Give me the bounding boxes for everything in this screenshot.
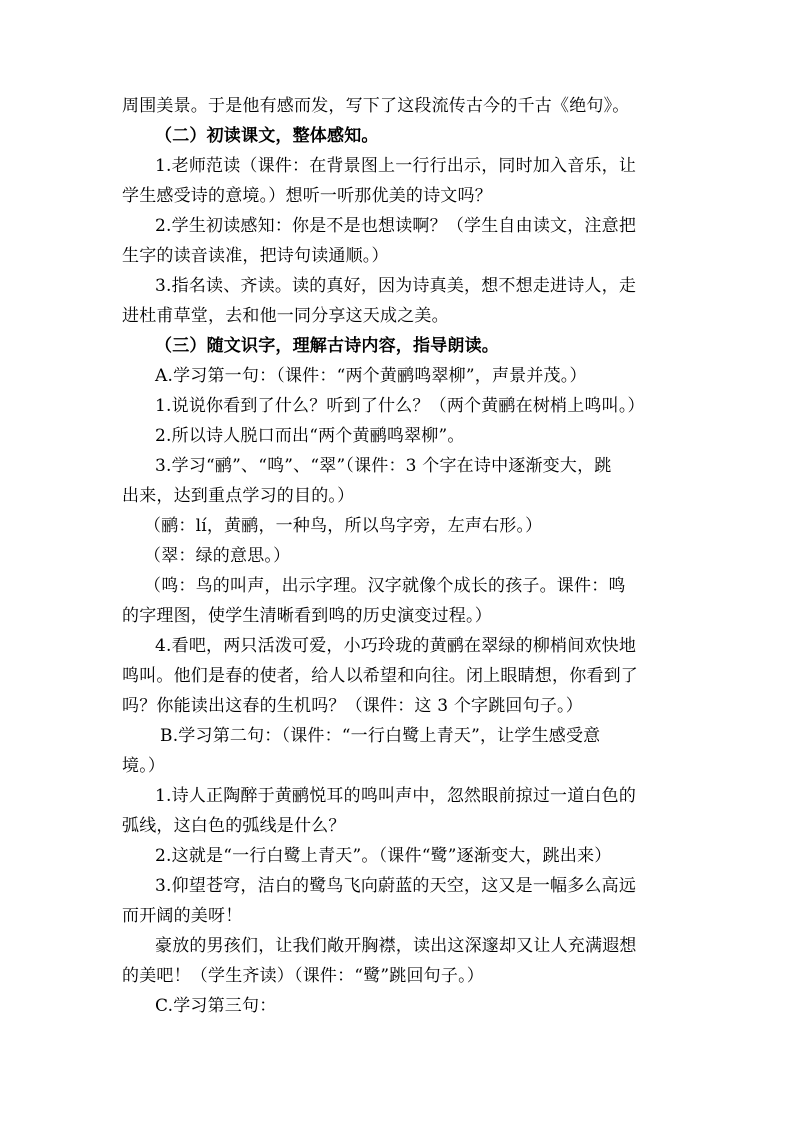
text-line: C.学习第三句： <box>155 996 277 1016</box>
text-line: 1.说说你看到了什么？听到了什么？（两个黄鹂在树梢上鸣叫。） <box>155 396 645 416</box>
text-line: 3.学习“鹂”、“鸣”、“翠”（课件：3 个字在诗中逐渐变大，跳 <box>155 456 612 476</box>
text-line: 吗？你能读出这春的生机吗？（课件：这 3 个字跳回句子。） <box>122 696 583 716</box>
text-line: 1.诗人正陶醉于黄鹂悦耳的鸣叫声中，忽然眼前掠过一道白色的 <box>155 786 637 806</box>
text-line: 鸣叫。他们是春的使者，给人以希望和向往。闭上眼睛想，你看到了 <box>122 666 638 686</box>
document-page <box>122 96 682 1026</box>
text-line: 而开阔的美呀！ <box>122 906 243 926</box>
text-line: 3.指名读、齐读。读的真好，因为诗真美，想不想走进诗人，走 <box>155 276 637 296</box>
text-line: 2.学生初读感知：你是不是也想读啊？（学生自由读文，注意把 <box>155 216 637 236</box>
text-line: 2.这就是“一行白鹭上青天”。（课件“鹭”逐渐变大，跳出来） <box>155 846 612 866</box>
text-line: 弧线，这白色的弧线是什么？ <box>122 816 346 836</box>
text-line: 生字的读音读准，把诗句读通顺。） <box>122 246 389 266</box>
text-line: B.学习第二句：（课件：“一行白鹭上青天”，让学生感受意 <box>160 726 601 746</box>
text-line: 进杜甫草堂，去和他一同分享这天成之美。 <box>122 306 449 326</box>
section-heading: （二）初读课文，整体感知。 <box>155 126 379 146</box>
text-line: 2.所以诗人脱口而出“两个黄鹂鸣翠柳”。 <box>155 426 465 446</box>
text-line: 3.仰望苍穹，洁白的鹭鸟飞向蔚蓝的天空，这又是一幅多么高远 <box>155 876 637 896</box>
section-heading: （三）随文识字，理解古诗内容，指导朗读。 <box>155 336 499 356</box>
text-line: 出来，达到重点学习的目的。） <box>122 486 355 506</box>
text-line: 4.看吧，两只活泼可爱，小巧玲珑的黄鹂在翠绿的柳梢间欢快地 <box>155 636 637 656</box>
text-line: （鸣：鸟的叫声，出示字理。汉字就像个成长的孩子。课件：鸣 <box>144 576 626 596</box>
text-line: 的字理图，使学生清晰看到鸣的历史演变过程。） <box>122 606 492 626</box>
text-line: A.学习第一句：（课件：“两个黄鹂鸣翠柳”，声景并茂。） <box>155 366 587 386</box>
text-line: 1.老师范读（课件：在背景图上一行行出示，同时加入音乐，让 <box>155 156 637 176</box>
text-line: 学生感受诗的意境。）想听一听那优美的诗文吗？ <box>122 186 492 206</box>
text-line: 豪放的男孩们，让我们敞开胸襟，读出这深邃却又让人充满遐想 <box>155 936 637 956</box>
text-line: （鹂：lí，黄鹂，一种鸟，所以鸟字旁，左声右形。） <box>144 516 543 536</box>
text-line: 周围美景。于是他有感而发，写下了这段流传古今的千古《绝句》。 <box>122 96 630 116</box>
text-line: 的美吧！（学生齐读）（课件：“鹭”跳回句子。） <box>122 966 484 986</box>
text-line: （翠：绿的意思。） <box>144 546 291 566</box>
text-line: 境。） <box>122 756 166 776</box>
